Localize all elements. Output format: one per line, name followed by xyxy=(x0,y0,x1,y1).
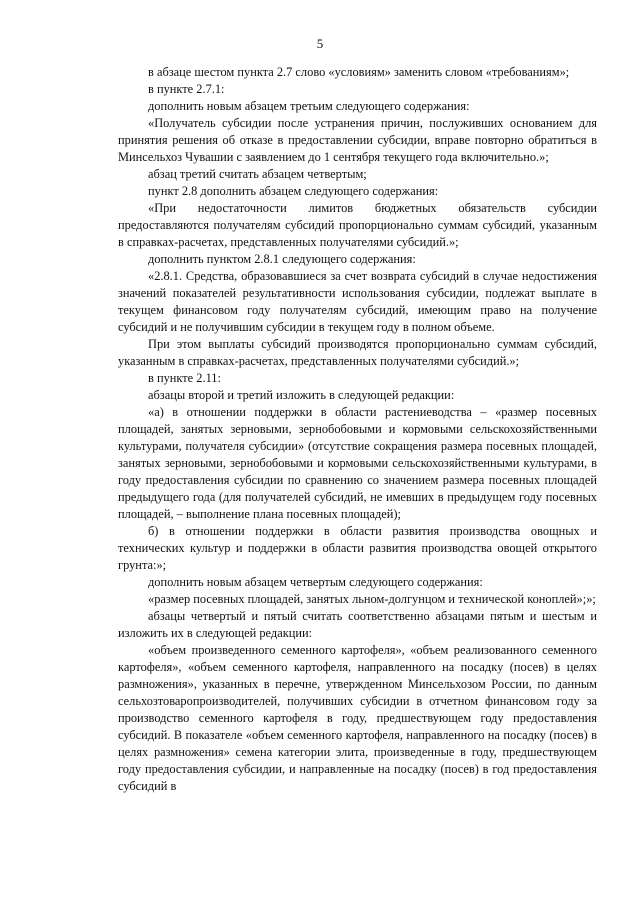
paragraph: в абзаце шестом пункта 2.7 слово «условиям» заменить словом «требованиям»; xyxy=(148,65,570,79)
paragraph: абзацы второй и третий изложить в следующей редакции: xyxy=(148,388,455,402)
paragraph: «При недостаточности лимитов бюджетных обязательств субсидии предоставляются получателям субсидий пропорционально суммам субсидий, указанным в справках-расчетах, представленных получателями субсидий.»; xyxy=(118,201,597,249)
paragraph: При этом выплаты субсидий производятся пропорционально суммам субсидий, указанным в справках-расчетах, представленных получателями субсидий.»; xyxy=(118,337,597,368)
paragraph: б) в отношении поддержки в области развития производства овощных и технических культур и поддержки в области развития производства овощей открытого грунта:»; xyxy=(118,524,597,572)
paragraph: в пункте 2.11: xyxy=(148,371,221,385)
paragraph: в пункте 2.7.1: xyxy=(148,82,225,96)
paragraph: «Получатель субсидии после устранения причин, послуживших основанием для принятия решения об отказе в предоставлении субсидии, вправе повторно обратиться в Минсельхоз Чувашии с заявлением до 1 сентября текущего года включительно.»; xyxy=(118,116,597,164)
paragraph: абзацы четвертый и пятый считать соответственно абзацами пятым и шестым и изложить их в следующей редакции: xyxy=(118,609,597,640)
paragraph: абзац третий считать абзацем четвертым; xyxy=(148,167,367,181)
paragraph: дополнить пунктом 2.8.1 следующего содержания: xyxy=(148,252,416,266)
paragraph: «2.8.1. Средства, образовавшиеся за счет возврата субсидий в случае недостижения значений показателей результативности использования субсидии, подлежат выплате в текущем финансовом году получателям субсидий, имеющим право на получение субсидий и не получившим субсидии в текущем году в полном объеме. xyxy=(118,269,597,334)
paragraph: «размер посевных площадей, занятых льном-долгунцом и технической коноплей»;»; xyxy=(148,592,596,606)
paragraph: дополнить новым абзацем четвертым следующего содержания: xyxy=(148,575,483,589)
document-body xyxy=(118,64,597,795)
paragraph: дополнить новым абзацем третьим следующего содержания: xyxy=(148,99,470,113)
paragraph: «а) в отношении поддержки в области растениеводства – «размер посевных площадей, занятых зерновыми, зернобобовыми и кормовыми сельскохозяйственными культурами, получателя субсидии» (отсутствие сокращения размера посевных площадей, занятых зерновыми, зернобобовыми и кормовыми сельскохозяйственными культурами, в году предоставления субсидии по сравнению со значением размера посевных площадей предыдущего года (для получателей субсидий, не имевших в предыдущем году посевных площадей, – выполнение плана посевных площадей); xyxy=(118,405,597,521)
page-number: 5 xyxy=(316,36,324,51)
paragraph: пункт 2.8 дополнить абзацем следующего содержания: xyxy=(148,184,439,198)
paragraph: «объем произведенного семенного картофеля», «объем реализованного семенного картофеля», «объем семенного картофеля, направленного на посадку (посев) в целях размножения», указанных в перечне, утвержденном Минсельхозом России, по данным сельхозтоваропроизводителей, получивших субсидии в отчетном финансовом году за производство семенного картофеля в году, предшествующем году предоставления субсидий. В показателе «объем семенного картофеля, направленного на посадку (посев) в целях размножения» семена категории элита, произведенные в году, предшествующем году предоставления субсидии, и направленные на посадку (посев) в год предоставления субсидий в xyxy=(118,643,597,793)
